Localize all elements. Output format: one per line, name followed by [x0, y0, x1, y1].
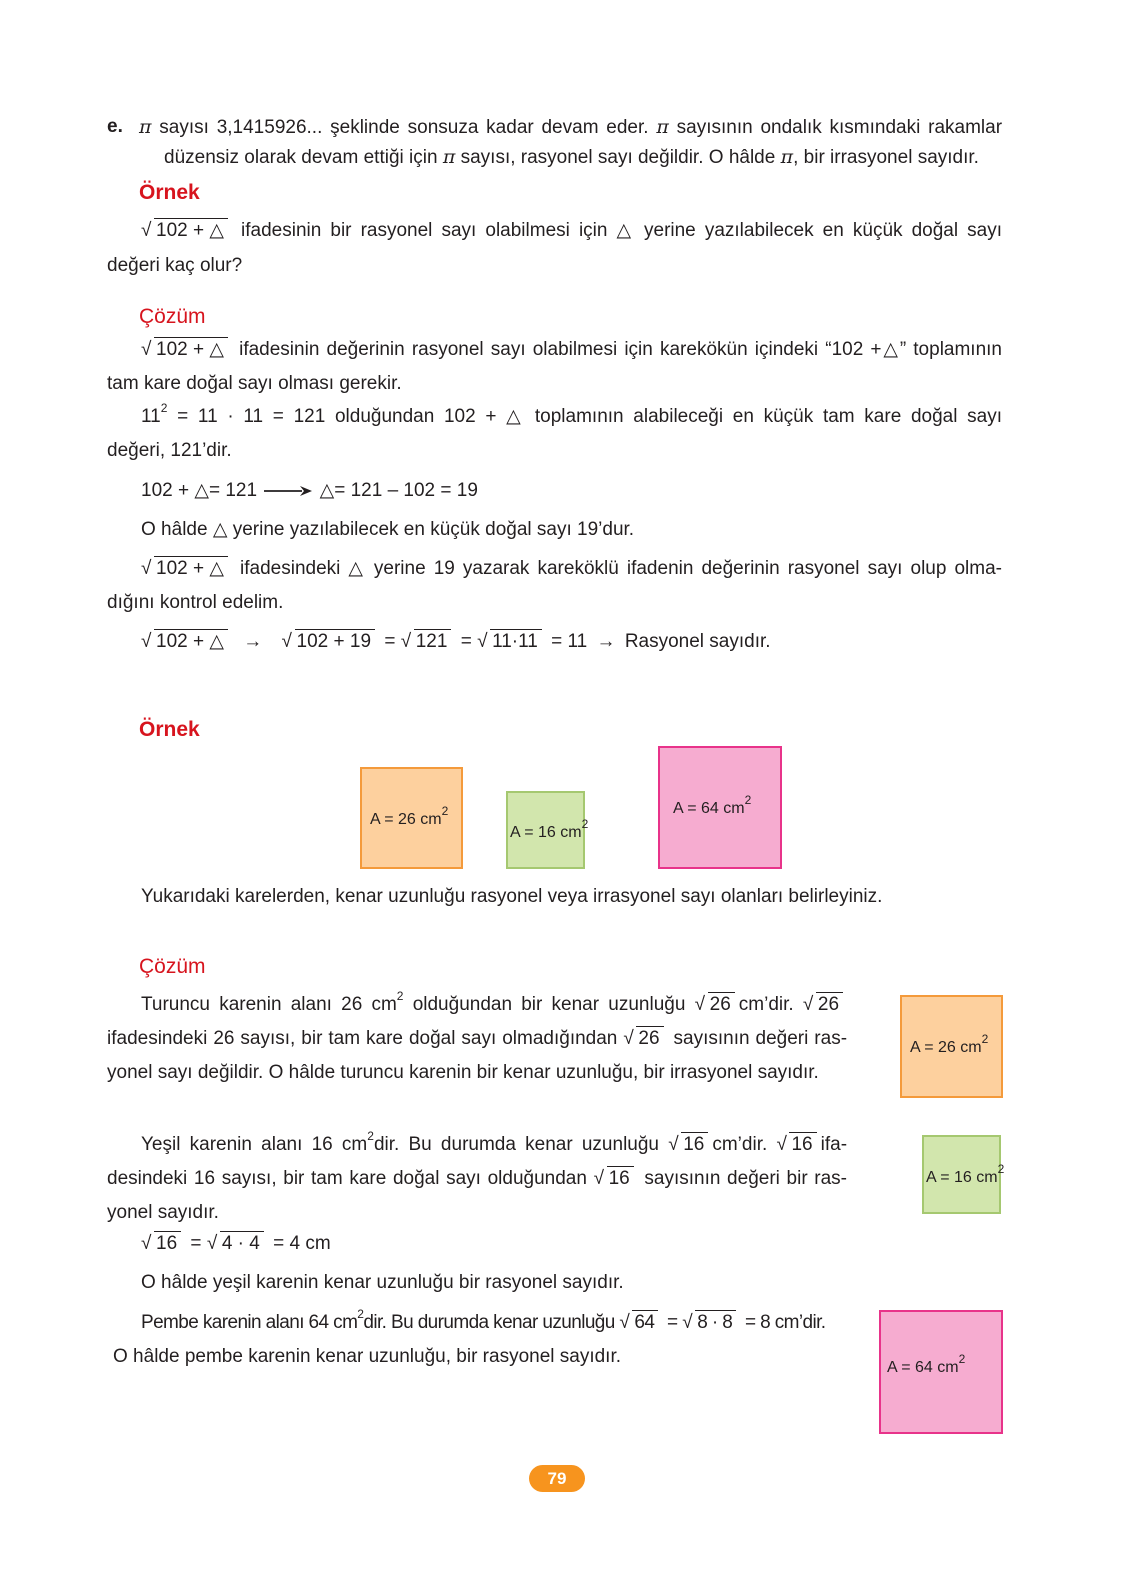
- item-e-line-2: düzensiz olarak devam ettiği için π sayısı, rasyonel sayı değildir. O hâlde π, bir irrasyonel sayıdır.: [164, 146, 979, 168]
- example-question-line-2: değeri kaç olur?: [107, 255, 243, 276]
- solution-p1-line-2: tam kare doğal sayı olması gerekir.: [107, 373, 402, 394]
- page-number-badge: 79: [529, 1465, 585, 1492]
- solution-check: √ 102 + △ → √ 102 + 19 = √ 121 = √ 11·11 = 11 → Rasyonel sayıdır.: [141, 629, 771, 655]
- solution-p4-line-1: √ 102 + △ ifadesindeki △ yerine 19 yazarak kareköklü ifadenin değerinin rasyonel sayı olup olma-: [141, 556, 1002, 582]
- green-square: A = 16 $cm^2$: [506, 791, 585, 869]
- orange-square: A = 26 $cm^2$: [360, 767, 463, 869]
- solution-p2-line-1: $11^2 = 11 \cdot 11 = 121$ olduğundan 102 + △ toplamının alabileceği en küçük tam kare doğal sayı: [141, 400, 1002, 427]
- green-para-line-2: desindeki 16 sayısı, bir tam kare doğal sayı olduğundan √ 16 sayısının değeri bir ras-: [107, 1166, 847, 1192]
- item-letter: e.: [107, 116, 123, 137]
- solution-p4-line-2: dığını kontrol edelim.: [107, 592, 284, 613]
- green-equation: √ 16 = √ 4 · 4 = 4 cm: [141, 1231, 331, 1257]
- orange-para-line-3: yonel sayı değildir. O hâlde turuncu karenin bir kenar uzunluğu, bir irrasyonel sayıdır.: [107, 1062, 819, 1083]
- solution-p2-line-2: değeri, 121’dir.: [107, 440, 232, 461]
- solution-p1-line-1: √ 102 + △ ifadesinin değerinin rasyonel sayı olabilmesi için karekökün içindeki “102 +△” toplamının: [141, 337, 1002, 363]
- example-2-question: Yukarıdaki karelerden, kenar uzunluğu rasyonel veya irrasyonel sayı olanları belirleyiniz.: [141, 886, 883, 907]
- green-para-line-3: yonel sayıdır.: [107, 1202, 219, 1223]
- pi-symbol: π: [139, 116, 152, 138]
- green-conclusion: O hâlde yeşil karenin kenar uzunluğu bir rasyonel sayıdır.: [141, 1272, 624, 1293]
- pink-para-line-1: Pembe karenin alanı 64 $cm^2dir$. Bu durumda kenar uzunluğu √ 64 = √ 8 · 8 = 8 cm’dir.: [141, 1310, 825, 1336]
- example-2-heading: Örnek: [139, 718, 200, 741]
- item-e-line-1: π sayısı 3,1415926... şeklinde sonsuza kadar devam eder. π sayısının ondalık kısmındaki rakamlar: [139, 116, 1003, 138]
- solution-p3: O hâlde △ yerine yazılabilecek en küçük doğal sayı 19’dur.: [141, 519, 635, 540]
- solution-heading: Çözüm: [139, 305, 206, 328]
- orange-para-line-2: ifadesindeki 26 sayısı, bir tam kare doğal sayı olmadığından √ 26 sayısının değeri ras-: [107, 1026, 847, 1052]
- pink-para-line-2: O hâlde pembe karenin kenar uzunluğu, bir rasyonel sayıdır.: [113, 1346, 622, 1367]
- orange-square-small: A = 26 $cm^2$: [900, 995, 1003, 1098]
- green-para-line-1: Yeşil karenin alanı 16 $cm^2dir$. Bu durumda kenar uzunluğu √ 16 cm’dir. √ 16 ifa-: [141, 1132, 847, 1158]
- pink-square: A = 64 $cm^2$: [658, 746, 782, 869]
- green-square-small: A = 16 $cm^2$: [922, 1135, 1001, 1214]
- solution-equation: 102 + △= 121 △= 121 – 102 = 19: [141, 480, 478, 501]
- orange-para-line-1: Turuncu karenin alanı 26 $cm^2$ olduğundan bir kenar uzunluğu √ 26 cm’dir. √ 26: [141, 992, 847, 1018]
- pink-square-small: A = 64 $cm^2$: [879, 1310, 1003, 1434]
- example-heading: Örnek: [139, 181, 200, 204]
- example-question-line-1: √ 102 + △ ifadesinin bir rasyonel sayı olabilmesi için △ yerine yazılabilecek en küçük doğal sayı: [141, 218, 1002, 244]
- solution-2-heading: Çözüm: [139, 955, 206, 978]
- long-arrow-icon: [262, 484, 314, 498]
